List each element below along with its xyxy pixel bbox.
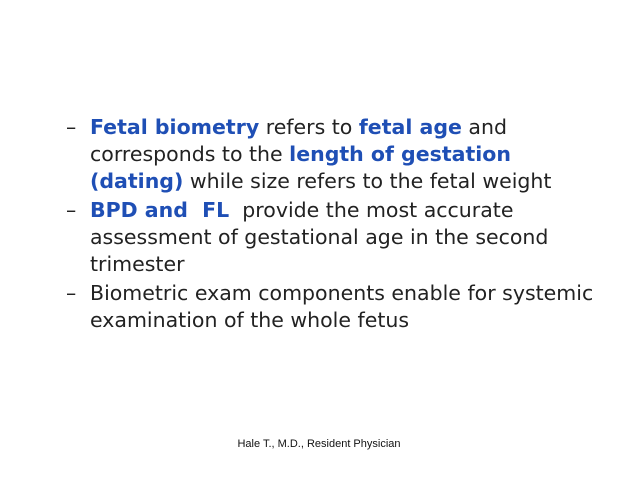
bullet-dash: – — [66, 115, 77, 139]
term-length-of-gestation: length of gestation (dating) — [90, 142, 511, 193]
term-bpd-fl: BPD and FL — [90, 198, 230, 222]
bullet-text: while size refers to the fetal weight — [183, 169, 552, 193]
term-fetal-biometry: Fetal biometry — [90, 115, 260, 139]
bullet-dash: – — [66, 281, 77, 305]
slide-footer: Hale T., M.D., Resident Physician — [237, 438, 401, 450]
bullet-list — [66, 114, 606, 336]
bullet-dash: – — [66, 198, 77, 222]
term-fetal-age: fetal age — [358, 115, 462, 139]
bullet-item-bpd-fl — [66, 197, 606, 278]
bullet-item-biometric-exam — [66, 280, 606, 334]
bullet-text: Biometric exam components enable for systemic examination of the whole fetus — [90, 281, 594, 332]
bullet-item-fetal-biometry — [66, 114, 606, 195]
bullet-text: refers to — [259, 115, 359, 139]
bullet-text: provide the most accurate assessment of gestational age in the second trimester — [90, 198, 555, 276]
bullet-text: and corresponds to the — [90, 115, 507, 166]
